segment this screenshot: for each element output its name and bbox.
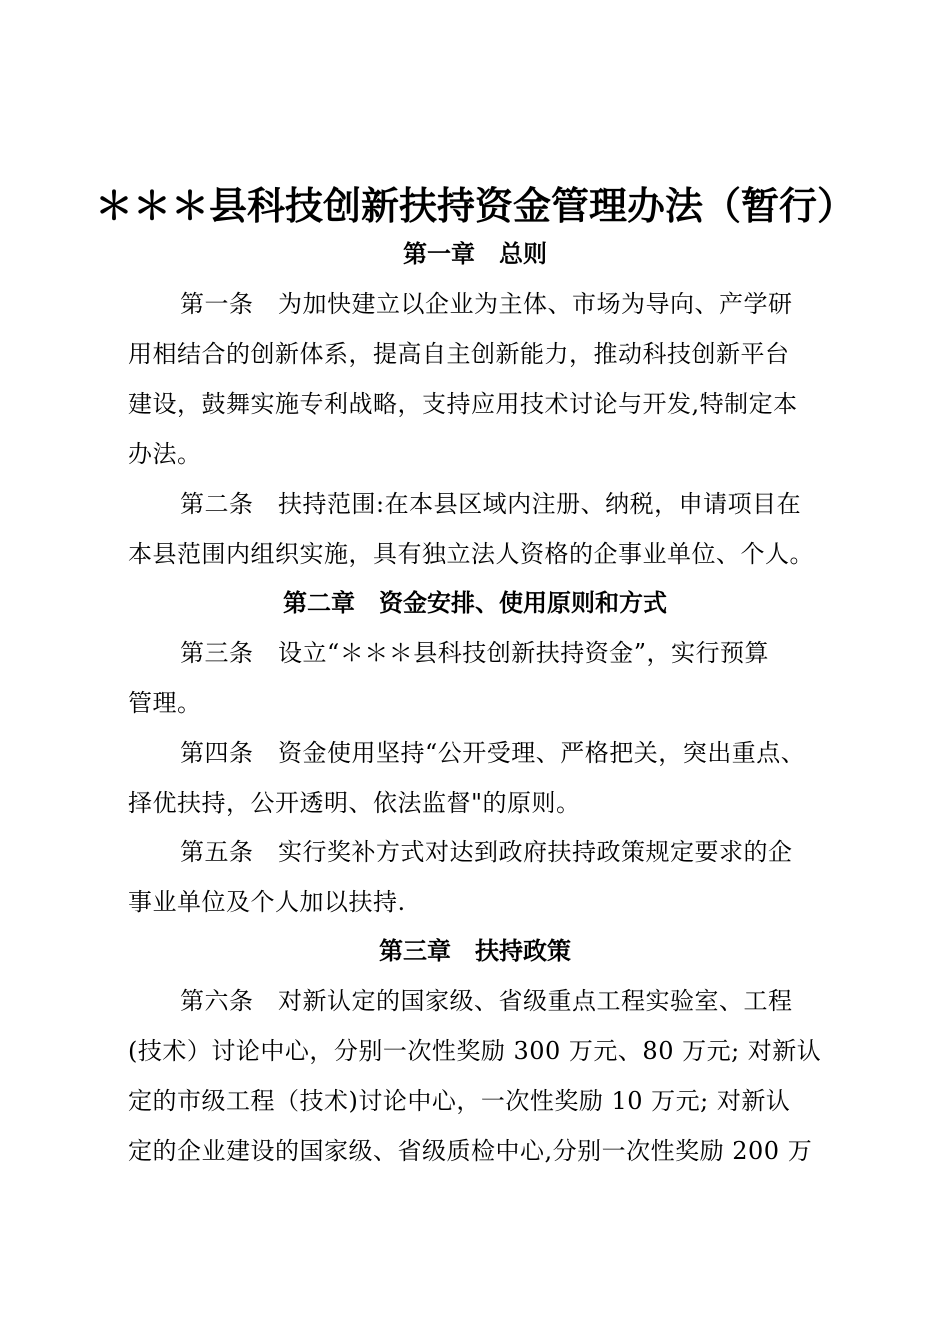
article-line: 择优扶持，公开透明、依法监督"的原则。 <box>128 789 581 817</box>
article-line: 定的市级工程（技术)讨论中心，一次性奖励 10 万元; 对新认 <box>128 1087 791 1115</box>
article-line: 第一条 为加快建立以企业为主体、市场为导向、产学研 <box>180 290 793 318</box>
article-line: 用相结合的创新体系，提高自主创新能力，推动科技创新平台 <box>128 340 790 368</box>
article-line: 管理。 <box>128 689 202 717</box>
article-line: (技术）讨论中心，分别一次性奖励 300 万元、80 万元; 对新认 <box>128 1037 822 1065</box>
chapter-heading-1: 第一章 总则 <box>403 240 547 268</box>
document-title: ＊＊＊县科技创新扶持资金管理办法（暂行） <box>94 184 855 228</box>
article-line: 建设，鼓舞实施专利战略，支持应用技术讨论与开发,特制定本 <box>128 390 798 418</box>
article-line: 定的企业建设的国家级、省级质检中心,分别一次性奖励 200 万 <box>128 1137 813 1165</box>
chapter-heading-2: 第二章 资金安排、使用原则和方式 <box>283 589 667 617</box>
article-line: 第三条 设立“＊＊＊县科技创新扶持资金”，实行预算 <box>180 639 770 667</box>
chapter-heading-3: 第三章 扶持政策 <box>379 937 571 965</box>
article-line: 办法。 <box>128 440 202 468</box>
article-line: 本县范围内组织实施，具有独立法人资格的企事业单位、个人。 <box>128 540 814 568</box>
article-line: 第四条 资金使用坚持“公开受理、严格把关，突出重点、 <box>180 739 806 767</box>
article-line: 事业单位及个人加以扶持. <box>128 888 406 916</box>
article-line: 第六条 对新认定的国家级、省级重点工程实验室、工程 <box>180 987 793 1015</box>
article-line: 第五条 实行奖补方式对达到政府扶持政策规定要求的企 <box>180 838 793 866</box>
article-line: 第二条 扶持范围:在本县区域内注册、纳税，申请项目在 <box>180 490 802 518</box>
